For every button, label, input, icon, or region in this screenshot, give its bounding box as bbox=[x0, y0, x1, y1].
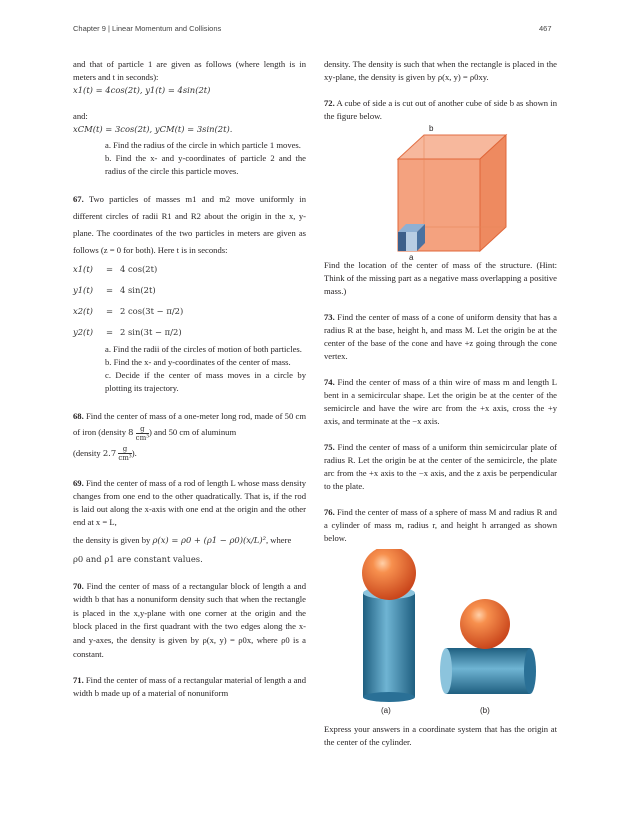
q68-iron-density: 8 bbox=[128, 427, 134, 437]
q74-text: Find the center of mass of a thin wire of mass m and length L bent in a semicircular shape. Let the origin be at the center of the semicircle and have the wire arc from the +x axis, cross the +y axis, and terminate at the −x axis. bbox=[324, 377, 557, 426]
equation-lhs: y2(t) bbox=[73, 327, 93, 337]
q69-text2: the density is given by bbox=[73, 534, 151, 545]
cylinder-b-body bbox=[446, 648, 530, 694]
unit-numerator: g bbox=[136, 425, 149, 434]
equation-rhs: 2 sin(3t − π/2) bbox=[120, 327, 182, 337]
unit-denominator: cm³ bbox=[118, 454, 132, 463]
q68-number: 68. bbox=[73, 411, 84, 421]
q71-text: Find the center of mass of a rectangular material of length a and width b made up of a material of nonuniform bbox=[73, 675, 306, 699]
q76 bbox=[324, 506, 557, 545]
q67 bbox=[73, 191, 306, 259]
q66-intro: and that of particle 1 are given as follows (where length is in meters and t in seconds): bbox=[73, 59, 306, 82]
q68 bbox=[73, 408, 306, 442]
q68-line2 bbox=[73, 442, 306, 464]
equation-lhs: x2(t) bbox=[73, 306, 93, 316]
q68-unit-2 bbox=[118, 445, 131, 462]
page-number: 467 bbox=[539, 24, 552, 33]
q73-number: 73. bbox=[324, 312, 335, 322]
q70-text: Find the center of mass of a rectangular block of length a and width b that has a nonuniform density such that when the rectangle is placed in the x,y-plane with one corner at the origin and the block placed in the first quadrant with the two edges along the x- and y-axes, the density is given by ρ(x, y) = ρ0x, where ρ0 is a constant. bbox=[73, 580, 306, 659]
q74-number: 74. bbox=[324, 377, 335, 387]
equation-rhs: 2 cos(3t − π/2) bbox=[120, 306, 184, 316]
unit-numerator: g bbox=[118, 445, 131, 454]
q66-eq2: xCM(t) = 3cos(2t), yCM(t) = 3sin(2t). bbox=[73, 124, 233, 134]
sphere-b bbox=[460, 599, 510, 649]
equation-lhs: x1(t) bbox=[73, 264, 93, 274]
q69-number: 69. bbox=[73, 477, 84, 488]
q67-number: 67. bbox=[73, 194, 84, 204]
q68-unit-1 bbox=[136, 425, 149, 442]
cube-figure bbox=[366, 123, 516, 261]
figure-label-a: (a) bbox=[380, 706, 391, 715]
q68-text2: ) and 50 cm of aluminum bbox=[149, 427, 237, 437]
q69-text: Find the center of mass of a rod of length L whose mass density changes from one end to the other quadratically. That is, if the rod is laid out along the x-axis with one end at the origin and the other end at x = L, bbox=[73, 477, 306, 527]
q76-after: Express your answers in a coordinate system that has the origin at the center of the cylinder. bbox=[324, 724, 557, 747]
q72 bbox=[324, 97, 557, 123]
q68-text3: (density bbox=[73, 447, 101, 458]
cylinder-a-bottom bbox=[363, 692, 415, 702]
q71-number: 71. bbox=[73, 675, 84, 686]
q68-text1: Find the center of mass of a one-meter long rod, made of 50 cm of iron (density bbox=[73, 411, 307, 437]
q74 bbox=[324, 376, 557, 428]
q75 bbox=[324, 441, 557, 493]
equals-sign: = bbox=[106, 285, 114, 295]
equals-sign: = bbox=[106, 264, 114, 274]
cylinder-a-body bbox=[363, 593, 415, 697]
q67-equations bbox=[73, 259, 306, 343]
q67-part-c: c. Decide if the center of mass moves in a circle by plotting its trajectory. bbox=[105, 370, 306, 393]
equation-lhs: y1(t) bbox=[73, 285, 93, 295]
q66-part-b: b. Find the x- and y-coordinates of particle 2 and the radius of the circle this particle moves. bbox=[105, 153, 306, 176]
left-column bbox=[73, 58, 306, 700]
equation-rhs: 4 sin(2t) bbox=[120, 285, 156, 295]
q73 bbox=[324, 311, 557, 363]
cylinder-b-end-left bbox=[440, 648, 452, 694]
running-header: Chapter 9 | Linear Momentum and Collisions bbox=[73, 24, 222, 33]
equation-rhs: 4 cos(2t) bbox=[120, 264, 158, 274]
q67-equation-row bbox=[73, 322, 306, 343]
right-column bbox=[324, 58, 557, 749]
q69-equation: ρ(x) = ρ0 + (ρ1 − ρ0)(x/L)² bbox=[152, 534, 266, 545]
figure-label-b: (b) bbox=[479, 706, 490, 715]
q71-continued: density. The density is such that when the rectangle is placed in the xy-plane, the density is given by ρ(x, y) = ρ0xy. bbox=[324, 59, 557, 82]
q75-text: Find the center of mass of a uniform thin semicircular plate of radius R. Let the origin be at the center of the semicircle, the plate arc from the +x axis to the −x axis, and the z axis be perpendicular to the plate. bbox=[324, 442, 557, 491]
cube-label-a: a bbox=[408, 253, 413, 261]
q67-equation-row bbox=[73, 280, 306, 301]
q69-line2 bbox=[73, 529, 306, 551]
cylinder-b-end-right bbox=[524, 648, 536, 694]
q70 bbox=[73, 580, 306, 662]
q73-text: Find the center of mass of a cone of uniform density that has a radius R at the base, height h, and mass M. Let the origin be at the center of the base of the cone and have +z going through the cone vertex. bbox=[324, 312, 557, 361]
q76-number: 76. bbox=[324, 507, 335, 517]
q67-equation-row bbox=[73, 301, 306, 322]
q71 bbox=[73, 674, 306, 700]
q72-hint: Find the location of the center of mass of the structure. (Hint: Think of the missing part as a negative mass overlapping a positive mass.) bbox=[324, 260, 557, 296]
q72-number: 72. bbox=[324, 98, 335, 108]
q66-eq1: x1(t) = 4cos(2t), y1(t) = 4sin(2t) bbox=[73, 85, 211, 95]
q69 bbox=[73, 477, 306, 529]
cube-label-b: b bbox=[428, 124, 433, 133]
q68-al-density: 2.7 bbox=[102, 447, 117, 458]
q67-part-a: a. Find the radii of the circles of motion of both particles. bbox=[105, 344, 302, 354]
q66-and: and: bbox=[73, 111, 88, 121]
q69-text3: , where bbox=[266, 534, 292, 545]
q76-text: Find the center of mass of a sphere of mass M and radius R and a cylinder of mass m, radius r, and height h arranged as shown below. bbox=[324, 507, 557, 543]
q72-text: A cube of side a is cut out of another cube of side b as shown in the figure below. bbox=[324, 98, 557, 121]
q68-text4: ). bbox=[131, 447, 137, 458]
unit-denominator: cm³ bbox=[135, 433, 150, 442]
q66-part-a: a. Find the radius of the circle in which particle 1 moves. bbox=[105, 140, 301, 150]
sphere-cylinder-figure bbox=[341, 549, 541, 717]
q69-constants: ρ0 and ρ1 are constant values. bbox=[73, 553, 203, 564]
equals-sign: = bbox=[106, 327, 114, 337]
q67-text: Two particles of masses m1 and m2 move uniformly in different circles of radii R1 and R2 about the origin in the x, y-plane. The coordinates of the two particles in meters are given as follows (z = 0 for both). Here t is in seconds: bbox=[73, 194, 306, 255]
equals-sign: = bbox=[106, 306, 114, 316]
q75-number: 75. bbox=[324, 442, 335, 452]
q67-equation-row bbox=[73, 259, 306, 280]
q67-part-b: b. Find the x- and y-coordinates of the center of mass. bbox=[105, 357, 291, 367]
q70-number: 70. bbox=[73, 580, 84, 591]
